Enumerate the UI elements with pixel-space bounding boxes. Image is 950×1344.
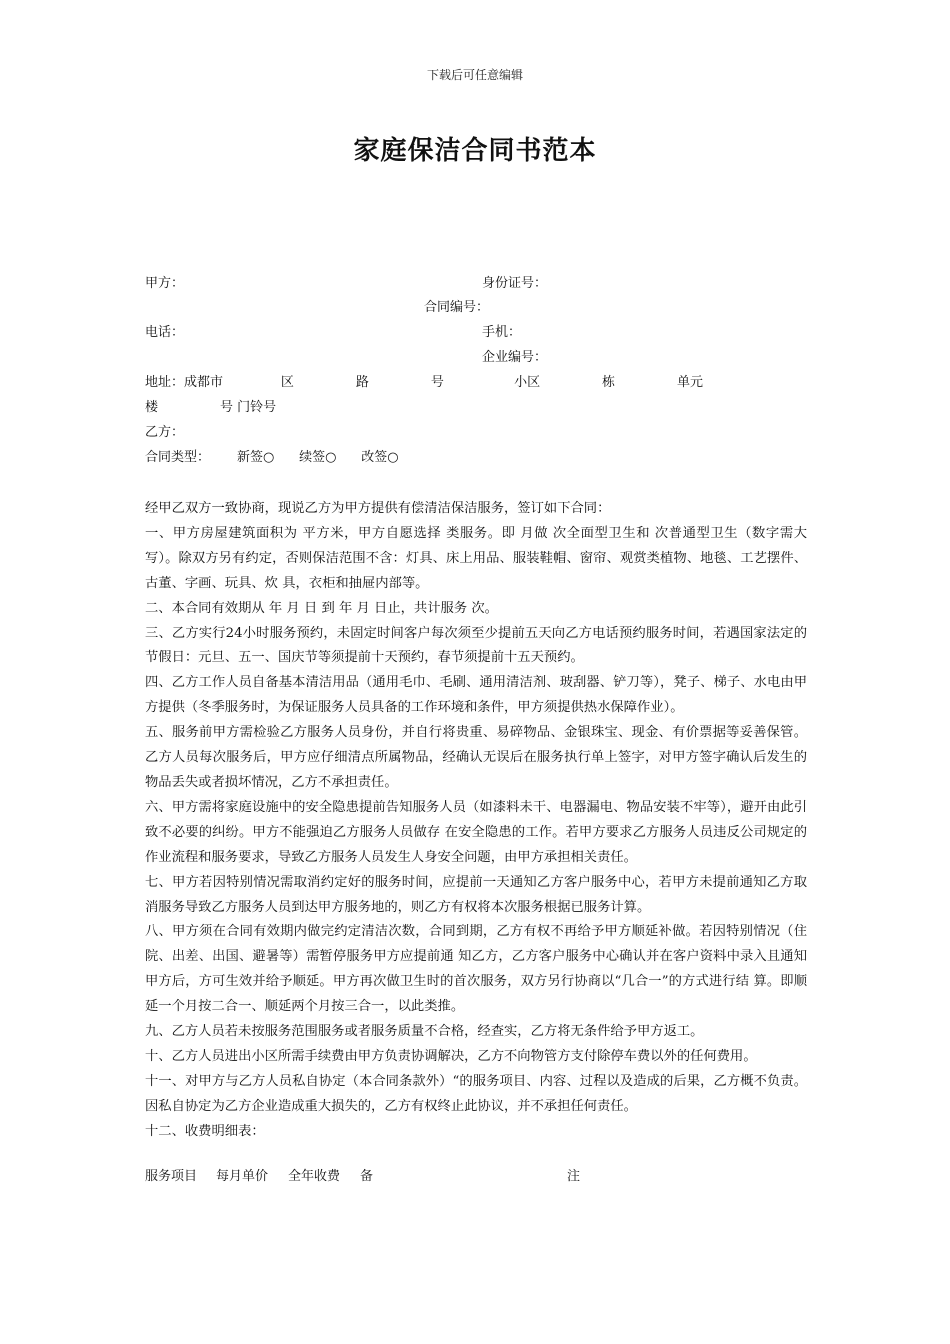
contract-body [145,497,807,1145]
clause: 五、服务前甲方需检验乙方服务人员身份，并自行将贵重、易碎物品、金银珠宝、现金、有价票据等妥善保管。乙方人员每次服务后，甲方应仔细清点所属物品，经确认无误后在服务执行单上签字，对甲方签字确认后发生的物品丢失或者损坏情况，乙方不承担责任。 [145,725,807,790]
clause: 十一、对甲方与乙方人员私自协定（本合同条款外）“的服务项目、内容、过程以及造成的后果，乙方概不负责。因私自协定为乙方企业造成重大损失的，乙方有权终止此协议，并不承担任何责任。 [145,1073,807,1114]
fee-table-header-annual-fee: 全年收费 [288,1169,341,1184]
clause: 三、乙方实行24小时服务预约，未固定时间客户每次须至少提前五天向乙方电话预约服务时间，若遇国家法定的节假日：元旦、五一、国庆节等须提前十天预约，春节须提前十五天预约。 [145,625,807,666]
clause: 四、乙方工作人员自备基本清洁用品（通用毛巾、毛刷、通用清洁剂、玻刮器、铲刀等），凳子、梯子、水电由甲方提供（冬季服务时，为保证服务人员具备的工作环境和条件，甲方须提供热水保障作业）。 [145,675,807,716]
clause: 经甲乙双方一致协商，现说乙方为甲方提供有偿清洁保洁服务，签订如下合同： [145,501,611,516]
clause: 十、乙方人员进出小区所需手续费由甲方负责协调解决，乙方不向物管方支付除停车费以外的任何费用。 [145,1048,757,1064]
address-line-2: 楼 号 门铃号 [145,400,277,415]
fee-table-header-remark-a: 备 [360,1169,374,1184]
fee-table-header-item: 服务项目 [145,1169,198,1184]
document-title: 家庭保洁合同书范本 [353,136,597,166]
phone-label: 电话： [145,325,185,340]
id-number-label: 身份证号： [482,276,548,291]
clause: 九、乙方人员若未按服务范围服务或者服务质量不合格，经查实，乙方将无条件给予甲方返工。 [145,1024,704,1040]
party-a-label: 甲方： [145,276,185,291]
contract-type-label: 合同类型： [145,450,211,465]
address-line: 地址：成都市 区 路 号 小区 栋 单元 [145,375,704,390]
fee-table-header-remark-b: 注 [567,1169,581,1184]
party-b-label: 乙方： [145,425,185,440]
clause: 一、甲方房屋建筑面积为 平方米，甲方自愿选择 类服务。即 月做 次全面型卫生和 次普通型卫生（数字需大写）。除双方另有约定，否则保洁范围不含：灯具、床上用品、服装鞋帽、窗帘、观赏类植物、地毯、工艺摆件、古董、字画、玩具、炊 具，衣柜和抽屉内部等。 [145,525,807,591]
header-note: 下载后可任意编辑 [426,68,523,82]
contract-type-options: 新签○ 续签○ 改签○ [237,450,399,465]
clause: 二、本合同有效期从 年 月 日 到 年 月 日止，共计服务 次。 [145,600,498,616]
clause: 六、甲方需将家庭设施中的安全隐患提前告知服务人员（如漆料未干、电器漏电、物品安装不牢等），避开由此引致不必要的纠纷。甲方不能强迫乙方服务人员做存 在安全隐患的工作。若甲方要求乙方服务人员违反公司规定的作业流程和服务要求，导致乙方服务人员发生人身安全问题，由甲方承担相关责任。 [145,799,807,865]
clause: 七、甲方若因特别情况需取消约定好的服务时间，应提前一天通知乙方客户服务中心，若甲方未提前通知乙方取消服务导致乙方服务人员到达甲方服务地的，则乙方有权将本次服务根据已服务计算。 [145,874,807,915]
enterprise-number-label: 企业编号： [482,350,548,365]
fee-table-header-monthly-price: 每月单价 [216,1169,269,1184]
contract-number-label: 合同编号： [424,300,490,315]
clause: 十二、收费明细表： [145,1123,265,1139]
mobile-label: 手机： [482,325,522,340]
clause: 八、甲方须在合同有效期内做完约定清洁次数，合同到期，乙方有权不再给予甲方顺延补做。若因特别情况（住院、出差、出国、避暑等）需暂停服务甲方应提前通 知乙方，乙方客户服务中心确认并在客户资料中录入且通知甲方后，方可生效并给予顺延。甲方再次做卫生时的首次服务，双方另行协商以“几合一”的方式进行结 算。即顺延一个月按二合一、顺延两个月按三合一，以此类推。 [145,924,807,1015]
